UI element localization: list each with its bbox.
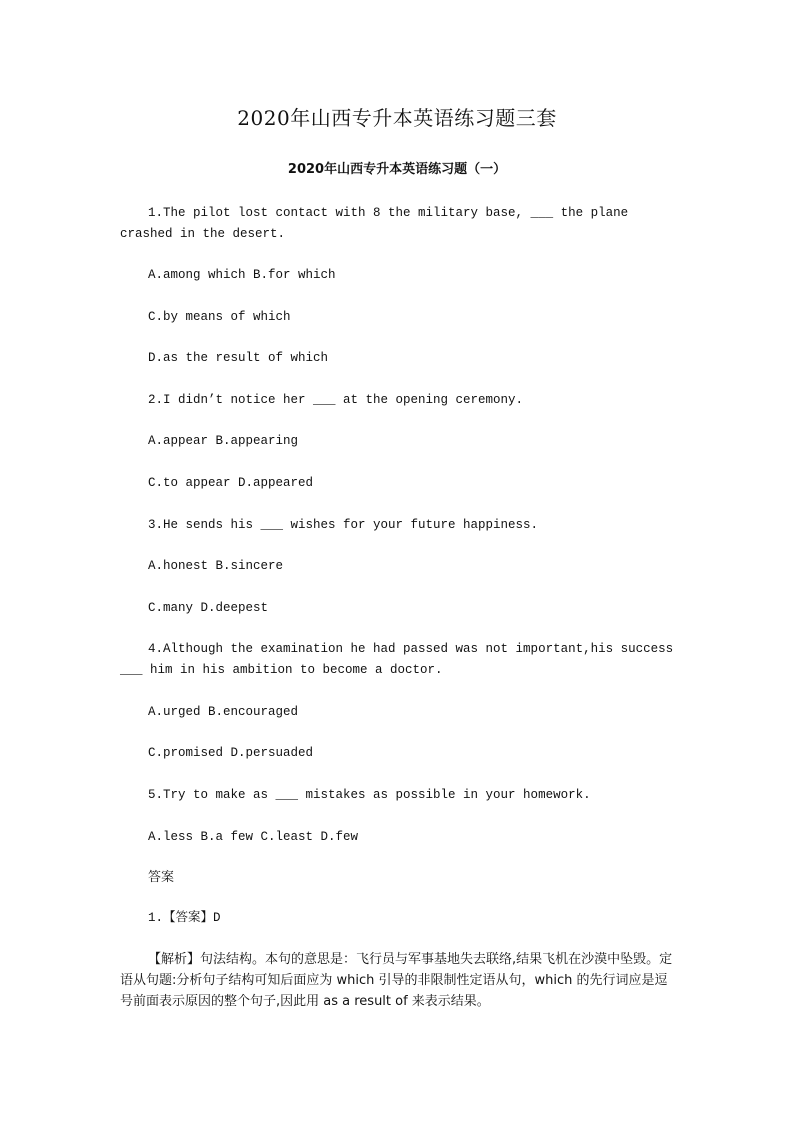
q2-options-ab: A.appear B.appearing (148, 434, 299, 448)
q1-options-ab: A.among which B.for which (148, 268, 336, 282)
question-1: 1.The pilot lost contact with 8 the military base, ___ the plane crashed in the desert. (120, 206, 636, 241)
question-2: 2.I didn’t notice her ___ at the opening ceremony. (148, 393, 524, 407)
q4-options-ab: A.urged B.encouraged (148, 705, 299, 719)
section-title: 2020年山西专升本英语练习题（一） (287, 162, 507, 177)
answer-1: 1.【答案】D (148, 911, 221, 925)
q5-options: A.less B.a few C.least D.few (148, 830, 359, 844)
answers-heading: 答案 (148, 870, 175, 885)
q1-option-c: C.by means of which (148, 310, 291, 324)
q3-options-ab: A.honest B.sincere (148, 559, 284, 573)
question-4: 4.Although the examination he had passed was not important,his success ___ him in his ambition to become a doctor. (120, 642, 681, 677)
question-5: 5.Try to make as ___ mistakes as possible in your homework. (148, 788, 591, 802)
q2-options-cd: C.to appear D.appeared (148, 476, 314, 490)
question-3: 3.He sends his ___ wishes for your future happiness. (148, 518, 539, 532)
q3-options-cd: C.many D.deepest (148, 601, 269, 615)
answer-1-explanation: 【解析】句法结构。本句的意思是：飞行员与军事基地失去联络,结果飞机在沙漠中坠毁。定语从句题:分析句子结构可知后面应为 which 引导的非限制性定语从句，which 的先行词应是逗号前面表示原因的整个句子,因此用 as a result of 来表示结果。 (120, 952, 673, 1009)
q1-option-d: D.as the result of which (148, 351, 329, 365)
document-title: 2020年山西专升本英语练习题三套 (237, 106, 557, 130)
q4-options-cd: C.promised D.persuaded (148, 746, 314, 760)
